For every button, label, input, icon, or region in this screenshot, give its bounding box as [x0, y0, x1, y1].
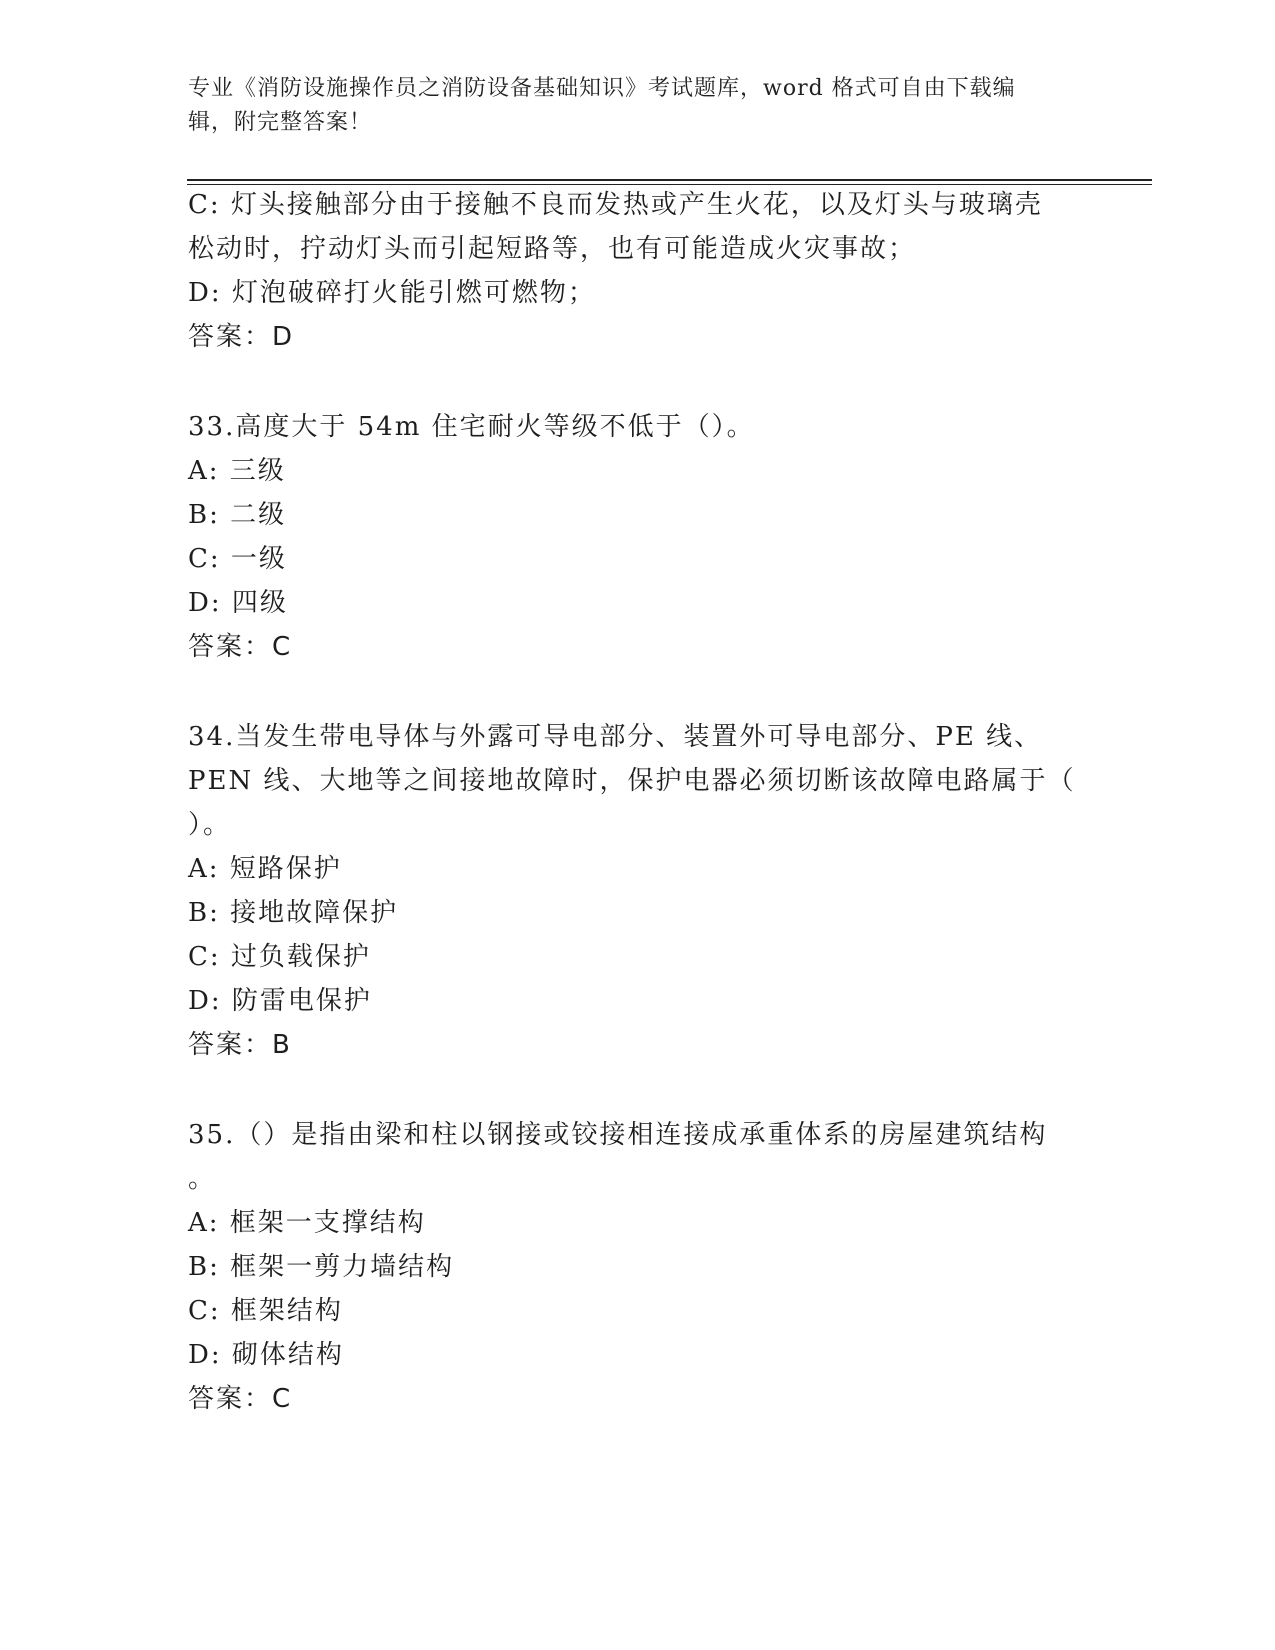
prev-answer: 答案：D: [188, 322, 295, 352]
header-line-2: 辑，附完整答案！: [188, 110, 373, 135]
q35-stem-line-2: 。: [188, 1164, 217, 1194]
q35-stem-line-1: 35.（）是指由梁和柱以钢接或铰接相连接成承重体系的房屋建筑结构: [188, 1120, 1048, 1150]
q34-answer: 答案：B: [188, 1030, 292, 1060]
prev-option-c-line-1: C: 灯头接触部分由于接触不良而发热或产生火花，以及灯头与玻璃壳: [188, 190, 1043, 220]
prev-option-c-line-2: 松动时，拧动灯头而引起短路等，也有可能造成火灾事故；: [188, 234, 917, 264]
header-rule-thick: [187, 179, 1152, 181]
header-line-1: 专业《消防设施操作员之消防设备基础知识》考试题库，word 格式可自由下载编: [188, 76, 1016, 101]
q33-option-a: A: 三级: [188, 456, 286, 486]
q33-answer: 答案：C: [188, 632, 293, 662]
q35-answer: 答案：C: [188, 1384, 293, 1414]
q35-option-b: B: 框架一剪力墙结构: [188, 1252, 455, 1282]
q34-stem-line-1: 34.当发生带电导体与外露可导电部分、装置外可导电部分、PE 线、: [188, 722, 1043, 752]
q33-option-d: D: 四级: [188, 588, 288, 618]
q34-stem-line-2: PEN 线、大地等之间接地故障时，保护电器必须切断该故障电路属于（: [188, 766, 1076, 796]
prev-option-d: D: 灯泡破碎打火能引燃可燃物；: [188, 278, 596, 308]
q34-stem-line-3: ）。: [188, 810, 232, 840]
q35-option-a: A: 框架一支撑结构: [188, 1208, 426, 1238]
q33-option-b: B: 二级: [188, 500, 287, 530]
q34-option-a: A: 短路保护: [188, 854, 342, 884]
q35-option-d: D: 砌体结构: [188, 1340, 344, 1370]
q33-option-c: C: 一级: [188, 544, 287, 574]
q34-option-c: C: 过负载保护: [188, 942, 371, 972]
q35-option-c: C: 框架结构: [188, 1296, 343, 1326]
q33-stem: 33.高度大于 54m 住宅耐火等级不低于（）。: [188, 412, 755, 442]
q34-option-d: D: 防雷电保护: [188, 986, 372, 1016]
q34-option-b: B: 接地故障保护: [188, 898, 399, 928]
document-header: [188, 72, 1068, 140]
